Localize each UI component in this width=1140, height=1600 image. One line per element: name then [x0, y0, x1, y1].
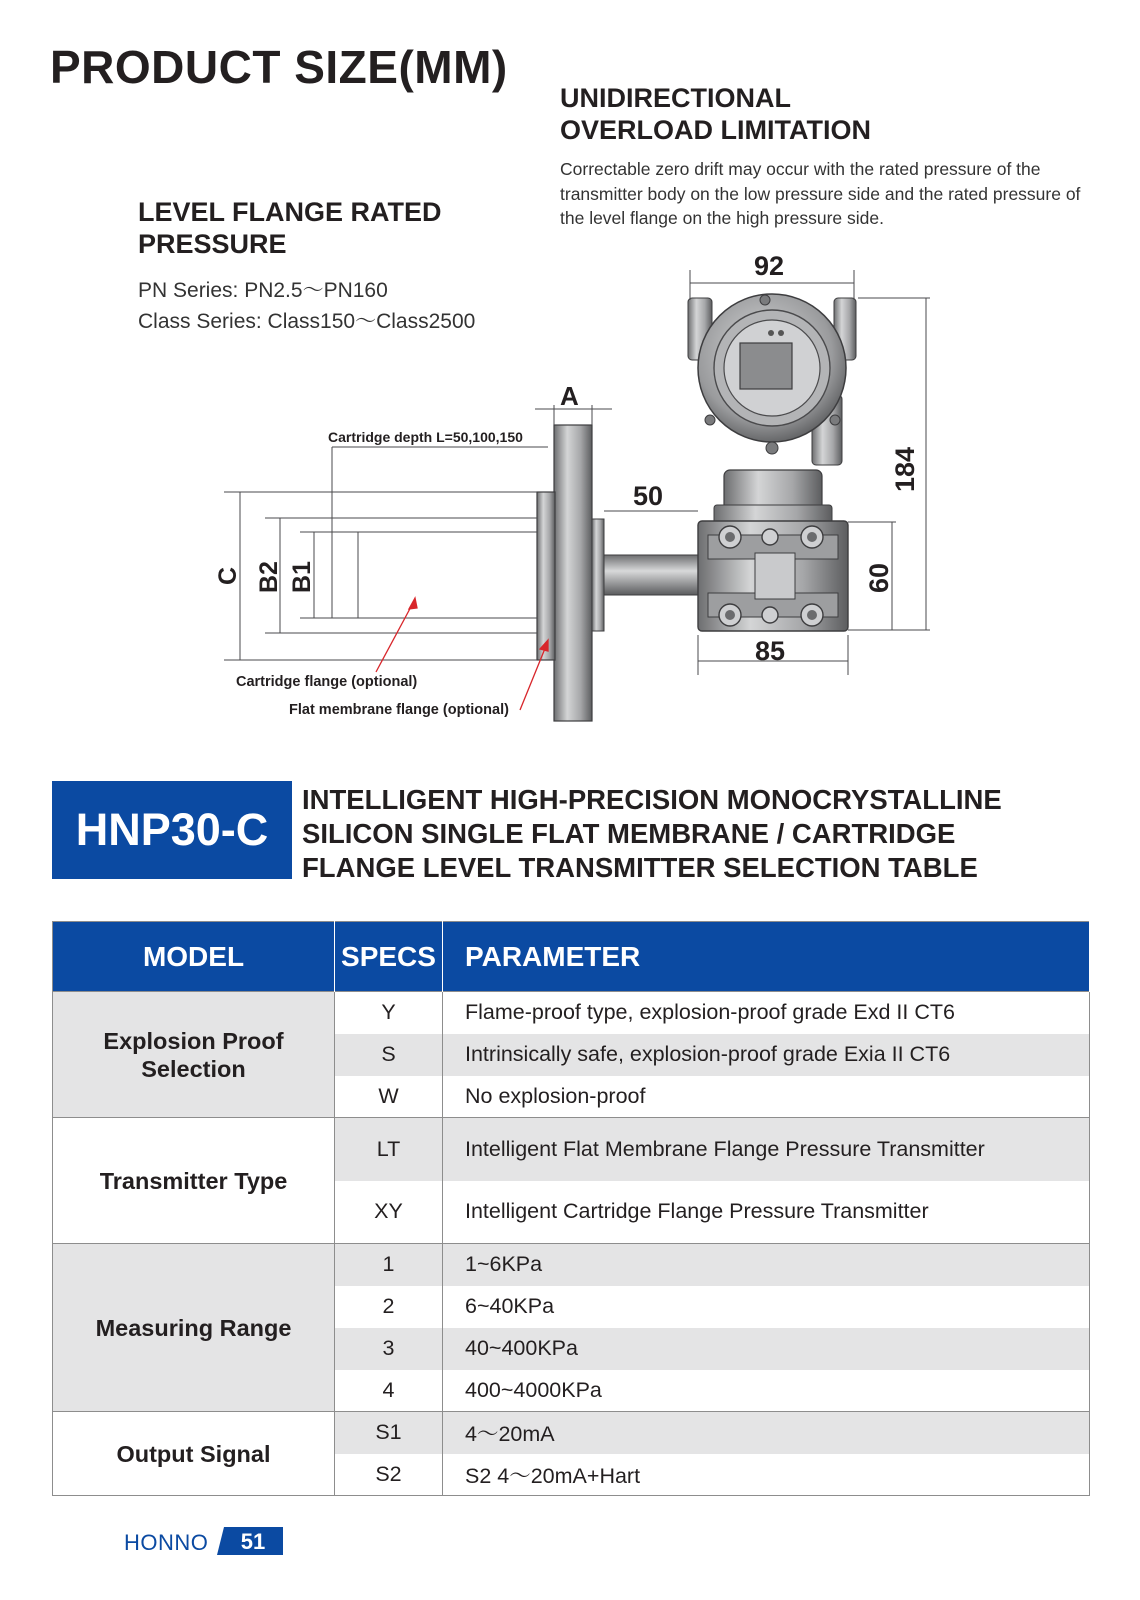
table-row: [53, 992, 1090, 1034]
dim-label-85: 85: [755, 636, 786, 666]
leader-membrane: [520, 646, 546, 710]
spec-cell: XY: [335, 1181, 443, 1244]
overload-title-line2: OVERLOAD LIMITATION: [560, 115, 871, 145]
overload-description: Correctable zero drift may occur with the rated pressure of the transmitter body on the low pressure side and the rated pressure of the level flange on the high pressure side.: [560, 159, 1081, 228]
overload-title: [560, 82, 871, 146]
dimension-diagram: [0, 240, 1140, 740]
table-header-row: [53, 922, 1090, 992]
header-parameter: PARAMETER: [443, 922, 1090, 992]
flange-plate: [554, 425, 592, 721]
flange-membrane: [537, 492, 555, 660]
flange-assembly: [537, 425, 698, 721]
spec-cell: S1: [335, 1412, 443, 1454]
param-cell: Intelligent Flat Membrane Flange Pressure Transmitter: [443, 1118, 1090, 1181]
param-cell: 400~4000KPa: [465, 1377, 602, 1402]
spec-cell: LT: [335, 1118, 443, 1181]
model-title-line1: INTELLIGENT HIGH-PRECISION MONOCRYSTALLINE: [302, 784, 1002, 815]
cartridge-depth-label: Cartridge depth L=50,100,150: [328, 429, 523, 445]
header-specs: SPECS: [335, 922, 443, 992]
group-explosion-proof: Explosion Proof Selection: [53, 992, 335, 1118]
param-cell: Intelligent Cartridge Flange Pressure Transmitter: [465, 1199, 929, 1224]
group-output-signal: Output Signal: [53, 1412, 335, 1496]
table-row: [53, 1118, 1090, 1181]
lcd-display: [740, 343, 792, 389]
level-title-line2: PRESSURE: [138, 229, 287, 259]
sensor-body: [698, 521, 848, 631]
cartridge-flange-label: Cartridge flange (optional): [236, 674, 418, 690]
spec-cell: S: [335, 1034, 443, 1076]
param-cell: Intrinsically safe, explosion-proof grade Exia II CT6: [443, 1034, 1090, 1076]
group-transmitter-type: Transmitter Type: [53, 1118, 335, 1244]
level-title-line1: LEVEL FLANGE RATED: [138, 197, 442, 227]
spec-cell: W: [335, 1076, 443, 1118]
dim-label-c: C: [214, 566, 242, 585]
leader-cartridge-arrow: [409, 598, 417, 609]
footer-brand: HONNO: [124, 1530, 209, 1555]
dim-label-92: 92: [754, 251, 785, 281]
flange-neck-collar: [592, 519, 604, 631]
param-cell: 1~6KPa: [443, 1244, 1090, 1286]
housing-lug-bottom: [766, 442, 778, 454]
dim-label-a: A: [560, 381, 579, 411]
sensor-center-block: [755, 553, 795, 599]
housing-lug-top: [760, 295, 770, 305]
model-title-line2: SILICON SINGLE FLAT MEMBRANE / CARTRIDGE: [302, 818, 956, 849]
group-measuring-range: Measuring Range: [53, 1244, 335, 1412]
pn-series-text: PN Series: PN2.5～PN160: [138, 279, 388, 302]
spec-cell: 1: [335, 1244, 443, 1286]
param-cell: No explosion-proof: [465, 1083, 646, 1108]
sensor-bolt-5: [762, 529, 778, 545]
page-number-badge: [217, 1527, 283, 1555]
transmitter-head: [688, 294, 856, 525]
model-code-badge: HNP30-C: [52, 781, 292, 879]
selection-table: [52, 921, 1090, 1496]
dim-label-b2: B2: [255, 561, 283, 593]
dim-label-60: 60: [864, 562, 894, 593]
model-title-line3: FLANGE LEVEL TRANSMITTER SELECTION TABLE: [302, 852, 978, 883]
flange-neck: [604, 555, 698, 595]
spec-cell: 4: [335, 1370, 443, 1412]
dim-label-b1: B1: [288, 561, 316, 593]
param-cell: 6~40KPa: [465, 1294, 555, 1318]
cover-screw-1: [768, 330, 774, 336]
param-cell: Flame-proof type, explosion-proof grade Exd II CT6: [443, 992, 1090, 1034]
leader-cartridge: [376, 603, 413, 672]
class-series-text: Class Series: Class150～Class2500: [138, 310, 476, 333]
membrane-flange-label: Flat membrane flange (optional): [289, 702, 509, 718]
spec-cell: 3: [335, 1328, 443, 1370]
page-title: PRODUCT SIZE(MM): [50, 41, 508, 93]
dim-label-50: 50: [633, 481, 664, 511]
spec-cell: S2: [335, 1454, 443, 1496]
spec-cell: 2: [335, 1286, 443, 1328]
housing-lug-left: [705, 415, 715, 425]
header-model: MODEL: [53, 922, 335, 992]
cover-screw-2: [778, 330, 784, 336]
param-cell: 40~400KPa: [443, 1328, 1090, 1370]
param-cell: S2 4～20mA+Hart: [465, 1463, 641, 1488]
overload-title-line1: UNIDIRECTIONAL: [560, 83, 791, 113]
housing-lug-right: [830, 415, 840, 425]
table-row: [53, 1412, 1090, 1454]
model-title: [302, 783, 1002, 885]
dim-label-184: 184: [890, 446, 920, 492]
param-cell: 4～20mA: [443, 1412, 1090, 1454]
spec-cell: Y: [335, 992, 443, 1034]
page-number: 51: [240, 1529, 266, 1554]
table-row: [53, 1244, 1090, 1286]
sensor-bolt-6: [762, 607, 778, 623]
leader-lines: [376, 598, 548, 710]
